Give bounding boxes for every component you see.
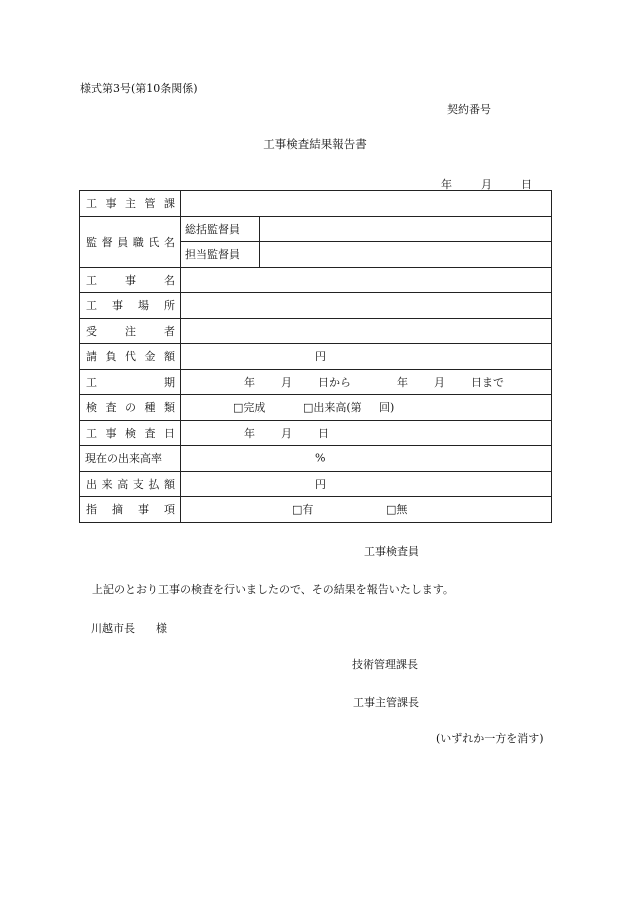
label-char: 支 [132, 477, 144, 491]
date-day: 日 [521, 178, 532, 191]
label-char: 督 [101, 235, 113, 249]
table-row [80, 420, 552, 446]
table-row [80, 497, 552, 523]
deletion-note: (いずれか一方を消す) [436, 732, 544, 745]
label-char: 出 [86, 477, 97, 491]
partial-round-suffix: 回) [379, 401, 395, 415]
label-char: 名 [163, 235, 175, 249]
label-char: 査 [144, 426, 156, 440]
label-char: 事 [105, 426, 117, 440]
label-char: 受 [86, 324, 97, 338]
label-char: 名 [164, 273, 175, 287]
label-char: 高 [117, 477, 129, 491]
table-row [80, 395, 552, 421]
site-supervisor-label: 担当監督員 [181, 242, 260, 268]
findings-field [181, 497, 552, 523]
label-char: 注 [125, 324, 136, 338]
label-char: 種 [144, 401, 156, 415]
label-char: 管 [144, 197, 156, 211]
label-char: 工 [86, 299, 97, 313]
work-name-field[interactable] [181, 267, 552, 293]
label-char: 類 [164, 401, 175, 415]
addressee-name: 川越市長 [91, 622, 135, 635]
managing-section-field[interactable] [181, 191, 552, 217]
form-number-label: 様式第3号(第10条関係) [80, 82, 198, 95]
period-start-year: 年 [244, 375, 255, 389]
table-row [80, 471, 552, 497]
site-supervisor-field[interactable] [260, 242, 552, 268]
work-period-field[interactable] [181, 369, 552, 395]
label-char: 員 [117, 235, 129, 249]
period-end-year: 年 [397, 375, 408, 389]
inspection-day: 日 [318, 426, 329, 440]
row-label-supervisor [80, 216, 181, 267]
inspection-month: 月 [281, 426, 292, 440]
label-char: 監 [86, 235, 97, 249]
yen-unit: 円 [315, 350, 326, 364]
period-end-day: 日まで [471, 375, 504, 389]
label-char: 課 [164, 197, 175, 211]
tech-management-chief-label: 技術管理課長 [352, 658, 418, 671]
label-char: 工 [86, 426, 97, 440]
contract-amount-field[interactable] [181, 344, 552, 370]
contract-number-label: 契約番号 [447, 103, 491, 116]
label-char: 職 [132, 235, 144, 249]
period-start-day: 日から [318, 375, 351, 389]
findings-no-checkbox[interactable]: □無 [386, 503, 408, 517]
period-end-month: 月 [434, 375, 445, 389]
report-statement: 上記のとおり工事の検査を行いましたので、その結果を報告いたします。 [92, 583, 454, 596]
inspection-type-field [181, 395, 552, 421]
date-month: 月 [481, 178, 492, 191]
label-char: 事 [105, 197, 117, 211]
label-char: 指 [86, 503, 97, 517]
work-location-field[interactable] [181, 293, 552, 319]
label-char: 期 [164, 375, 175, 389]
table-row [80, 293, 552, 319]
completion-checkbox[interactable]: □完成 [233, 401, 266, 415]
label-char: 払 [148, 477, 160, 491]
label-char: 項 [164, 503, 175, 517]
honorific: 様 [156, 622, 167, 635]
label-char: 額 [163, 477, 175, 491]
label-char: 工 [86, 197, 97, 211]
label-char: 氏 [148, 235, 160, 249]
label-char: 者 [164, 324, 175, 338]
inspection-date-field[interactable] [181, 420, 552, 446]
contractor-field[interactable] [181, 318, 552, 344]
row-label-inspection-date [80, 420, 181, 446]
row-label-inspection-type [80, 395, 181, 421]
label-char: 請 [86, 350, 97, 364]
report-table [79, 190, 552, 523]
table-row [80, 318, 552, 344]
table-row [80, 216, 552, 242]
label-char: の [125, 401, 136, 415]
row-label-findings [80, 497, 181, 523]
inspection-year: 年 [244, 426, 255, 440]
row-label-managing-section [80, 191, 181, 217]
completion-rate-field[interactable] [181, 446, 552, 472]
row-label-completion-rate: 現在の出来高率 [80, 446, 181, 472]
document-title: 工事検査結果報告書 [263, 137, 367, 151]
findings-yes-checkbox[interactable]: □有 [292, 503, 314, 517]
label-char: 査 [105, 401, 117, 415]
table-row [80, 344, 552, 370]
label-char: 代 [125, 350, 136, 364]
label-char: 検 [125, 426, 136, 440]
label-char: 所 [164, 299, 175, 313]
row-label-work-location [80, 293, 181, 319]
date-year: 年 [441, 178, 452, 191]
partial-checkbox[interactable]: □出来高(第 [303, 401, 362, 415]
label-char: 検 [86, 401, 97, 415]
works-section-chief-label: 工事主管課長 [353, 696, 419, 709]
label-char: 日 [164, 426, 175, 440]
row-label-work-name [80, 267, 181, 293]
table-row [80, 191, 552, 217]
label-char: 主 [125, 197, 136, 211]
label-char: 摘 [112, 503, 123, 517]
table-row [80, 267, 552, 293]
addressee [91, 620, 167, 636]
label-char: 負 [105, 350, 117, 364]
label-char: 額 [164, 350, 175, 364]
label-char: 事 [125, 273, 136, 287]
general-supervisor-label: 総括監督員 [181, 216, 260, 242]
table-row [80, 446, 552, 472]
row-label-partial-payment [80, 471, 181, 497]
percent-unit: % [315, 451, 326, 465]
label-char: 工 [86, 375, 97, 389]
label-char: 事 [112, 299, 123, 313]
table-row [80, 369, 552, 395]
label-char: 金 [144, 350, 156, 364]
label-char: 事 [138, 503, 149, 517]
partial-payment-field[interactable] [181, 471, 552, 497]
label-char: 来 [101, 477, 113, 491]
row-label-work-period [80, 369, 181, 395]
period-start-month: 月 [281, 375, 292, 389]
row-label-contract-amount [80, 344, 181, 370]
label-char: 工 [86, 273, 97, 287]
label-char: 場 [138, 299, 149, 313]
inspector-label: 工事検査員 [364, 545, 419, 558]
general-supervisor-field[interactable] [260, 216, 552, 242]
row-label-contractor [80, 318, 181, 344]
yen-unit: 円 [315, 477, 326, 491]
